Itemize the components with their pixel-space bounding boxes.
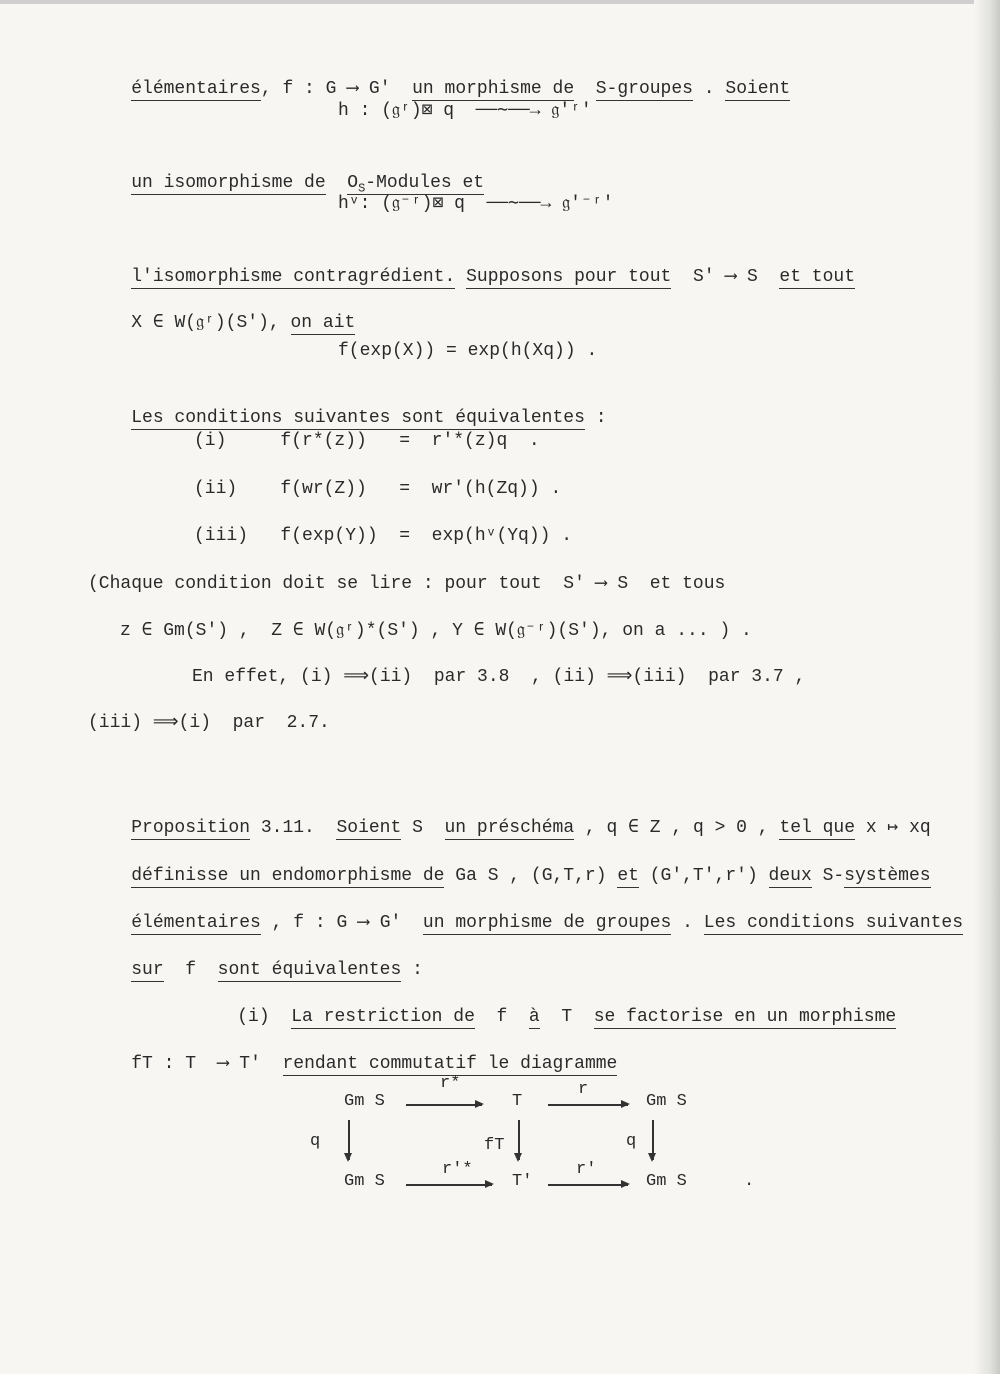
formula-exp: f(exp(X)) = exp(h(Xq)) . — [338, 341, 598, 361]
underlined-text: élémentaires — [131, 913, 261, 933]
arrow-r-prime — [548, 1184, 628, 1186]
text: , f : G ⟶ G' — [260, 913, 413, 933]
underlined-text: à — [528, 1007, 540, 1027]
arrow-f-t — [518, 1120, 520, 1160]
text: 3.11. — [250, 818, 315, 838]
text: , q ∈ Z , q > 0 , — [574, 818, 769, 838]
label-q-right: q — [626, 1132, 637, 1151]
label-r-prime-star: r'* — [442, 1160, 473, 1179]
subscript: S — [358, 181, 366, 196]
underlined-text: rendant commutatif le diagramme — [282, 1054, 618, 1074]
text: : — [584, 408, 607, 428]
text: . — [671, 913, 704, 933]
underlined-text: tel que — [779, 818, 856, 838]
underlined-text: définisse un endomorphisme de — [131, 866, 445, 886]
diagram-period: . — [744, 1172, 755, 1191]
arrow-r-star — [406, 1104, 482, 1106]
label-r-star: r* — [440, 1074, 461, 1093]
node-gm-s-bottom-right: Gm S — [646, 1172, 687, 1191]
text-line-6 — [88, 290, 355, 356]
text: S' ⟶ S — [692, 267, 758, 287]
label-f-t: fT — [484, 1136, 505, 1155]
text: . — [703, 79, 715, 99]
text: -Modules et — [365, 173, 485, 193]
underlined-text — [347, 173, 484, 195]
underlined-text: élémentaires — [131, 79, 261, 99]
text: f — [474, 1007, 529, 1027]
underlined-text: un morphisme de groupes — [422, 913, 672, 933]
underlined-text: Supposons pour tout — [466, 267, 672, 287]
underlined-text: Les conditions suivantes — [703, 913, 964, 933]
text: fT : T ⟶ T' — [131, 1054, 272, 1074]
underlined-text: Soient — [725, 79, 791, 99]
underlined-text: sont équivalentes — [217, 960, 402, 980]
underlined-text: Les conditions suivantes sont équivalentes — [131, 408, 585, 428]
text-line-14: En effet, (i) ⟹(ii) par 3.8 , (ii) ⟹(iii) par 3.7 , — [192, 667, 806, 687]
arrow-q-left — [348, 1120, 350, 1160]
node-t: T — [512, 1092, 523, 1111]
label-r: r — [578, 1080, 589, 1099]
underlined-text: un morphisme de — [412, 79, 575, 99]
underlined-text: et tout — [779, 267, 856, 287]
arrow-r-prime-star — [406, 1184, 492, 1186]
text-line-12: (Chaque condition doit se lire : pour tout S' ⟶ S et tous — [88, 574, 726, 594]
underlined-text: deux — [768, 866, 812, 886]
node-t-prime: T' — [512, 1172, 533, 1191]
underlined-text: Proposition — [131, 818, 251, 838]
condition-i: (i) f(r*(z)) = r'*(z)q . — [194, 431, 540, 451]
text: (i) — [237, 1007, 281, 1027]
label-r-prime: r' — [576, 1160, 597, 1179]
underlined-text: S-groupes — [595, 79, 693, 99]
top-edge — [0, 0, 1000, 4]
arrow-r — [548, 1104, 628, 1106]
underlined-text: un préschéma — [444, 818, 575, 838]
text-line-15: (iii) ⟹(i) par 2.7. — [88, 713, 330, 733]
page-edge-shadow — [974, 0, 1000, 1374]
underlined-text: un isomorphisme de — [131, 173, 326, 193]
underlined-text: se factorise en un morphisme — [593, 1007, 897, 1027]
text: T — [539, 1007, 594, 1027]
text: S- — [811, 866, 845, 886]
condition-ii: (ii) f(wr(Z)) = wr'(h(Zq)) . — [194, 479, 562, 499]
node-gm-s-bottom-left: Gm S — [344, 1172, 385, 1191]
arrow-q-right — [652, 1120, 654, 1160]
condition-iii: (iii) f(exp(Y)) = exp(hᵛ(Yq)) . — [194, 526, 573, 546]
text: X ∈ W(𝔤ʳ)(S'), — [131, 313, 280, 333]
underlined-text: l'isomorphisme contragrédient. — [131, 267, 456, 287]
text: Ga S , (G,T,r) — [444, 866, 618, 886]
text: S — [401, 818, 434, 838]
text: (G',T',r') — [638, 866, 769, 886]
text: f — [163, 960, 218, 980]
text: x ↦ xq — [855, 818, 931, 838]
underlined-text: sur — [131, 960, 164, 980]
underlined-text: Soient — [336, 818, 402, 838]
underlined-text: La restriction de — [291, 1007, 475, 1027]
label-q-left: q — [310, 1132, 321, 1151]
commutative-diagram — [300, 1060, 760, 1210]
underlined-text: et — [617, 866, 639, 886]
underlined-text: systèmes — [844, 866, 931, 886]
node-gm-s-top-left: Gm S — [344, 1092, 385, 1111]
underlined-text: on ait — [290, 313, 356, 333]
text: O — [347, 173, 359, 193]
node-gm-s-top-right: Gm S — [646, 1092, 687, 1111]
formula-h-check: hᵛ: (𝔤⁻ʳ)⊠ q ──∼──→ 𝔤'⁻ʳ' — [338, 194, 614, 214]
text-line-13: z ∈ Gm(S') , Z ∈ W(𝔤ʳ)*(S') , Y ∈ W(𝔤⁻ʳ)(S'), on a ... ) . — [120, 621, 752, 641]
text: : — [401, 960, 423, 980]
text: , f : G ⟶ G' — [260, 79, 391, 99]
formula-h: h : (𝔤ʳ)⊠ q ──∼──→ 𝔤'ʳ' — [338, 101, 592, 121]
